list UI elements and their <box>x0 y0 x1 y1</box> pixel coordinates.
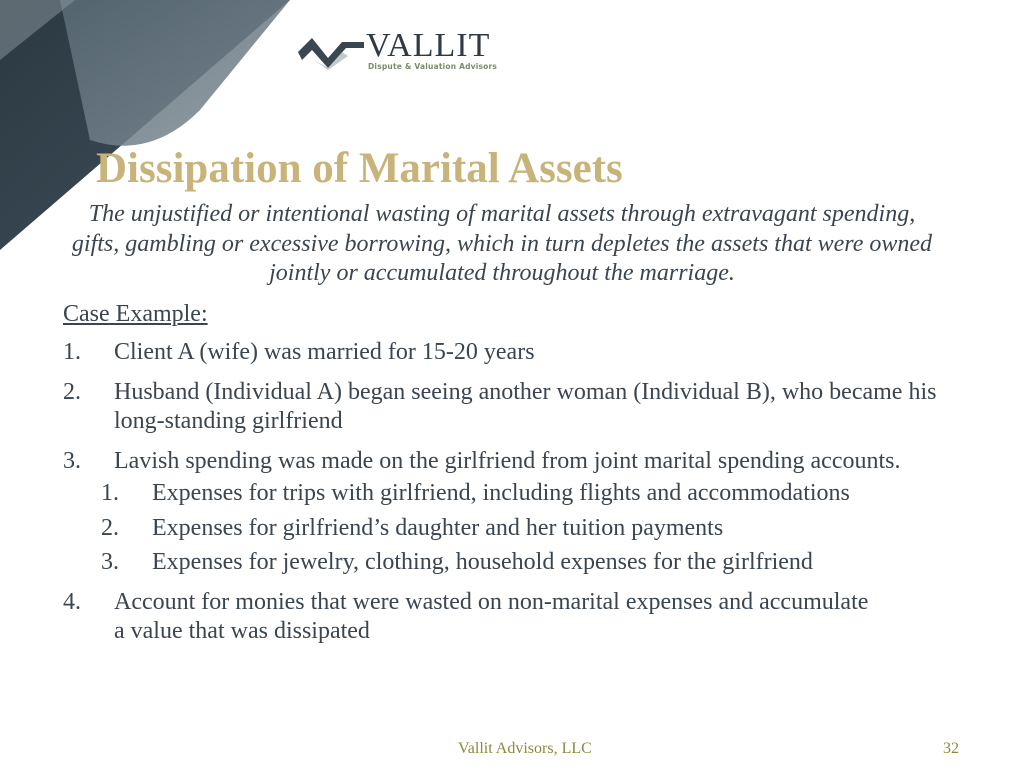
list-item <box>63 378 963 437</box>
list-item <box>63 338 963 368</box>
logo-tagline: Dispute & Valuation Advisors <box>368 62 498 71</box>
list-item-text: Husband (Individual A) began seeing another woman (Individual B), who became his long-standing girlfriend <box>114 378 937 434</box>
list-item <box>63 588 963 647</box>
list-item-number: 1. <box>63 339 81 365</box>
list-item <box>63 447 963 580</box>
definition-text: The unjustified or intentional wasting of marital assets through extravagant spending, gifts, gambling or excessive borrowing, which in turn depletes the assets that were owned jointly or accumulated throughout the marriage. <box>71 201 933 286</box>
list-item-text: Lavish spending was made on the girlfriend from joint marital spending accounts. <box>114 447 901 474</box>
list-item-number: 3. <box>63 447 81 474</box>
sub-list-item-text: Expenses for jewelry, clothing, household expenses for the girlfriend <box>152 549 813 575</box>
sub-list-item-number: 2. <box>101 514 119 541</box>
logo-mark-icon <box>296 30 366 70</box>
sub-list-item-number: 1. <box>101 480 119 506</box>
sub-list-item-text: Expenses for trips with girlfriend, including flights and accommodations <box>152 480 850 506</box>
sub-list-item <box>63 476 963 511</box>
case-example-list <box>63 338 963 647</box>
sub-list-item-number: 3. <box>101 549 119 575</box>
slide-title: Dissipation of Marital Assets <box>96 145 623 192</box>
footer-page-number: 32 <box>943 740 959 757</box>
case-example-heading: Case Example: <box>63 301 208 327</box>
sub-list <box>63 476 963 580</box>
list-item-text: Client A (wife) was married for 15-20 years <box>114 339 535 365</box>
list-item-number: 2. <box>63 378 81 405</box>
vallit-logo <box>296 28 496 76</box>
logo-wordmark: VALLIT <box>366 27 491 64</box>
sub-list-item <box>63 545 963 580</box>
footer-company-name: Vallit Advisors, LLC <box>458 740 592 757</box>
list-item-text: Account for monies that were wasted on non-marital expenses and accumulate a value that was dissipated <box>114 588 869 644</box>
list-item-number: 4. <box>63 588 81 615</box>
sub-list-item-text: Expenses for girlfriend’s daughter and her tuition payments <box>152 514 724 541</box>
sub-list-item <box>63 511 963 546</box>
